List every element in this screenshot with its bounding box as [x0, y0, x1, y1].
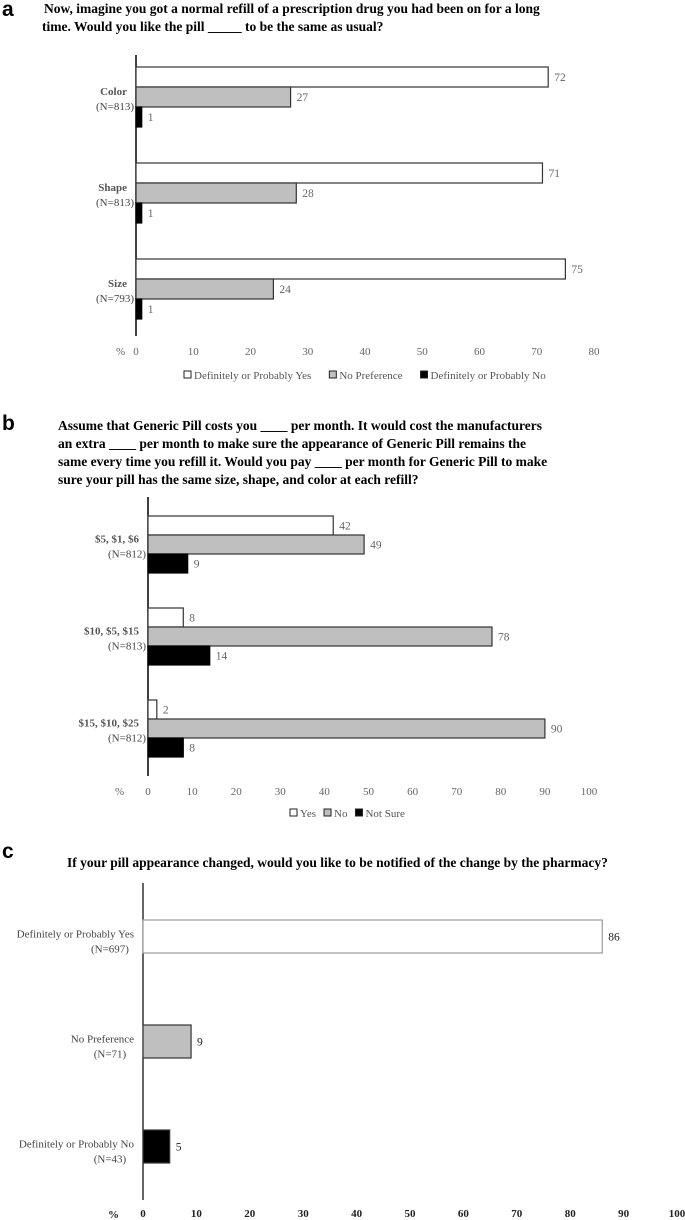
category-n-label: (N=813)	[108, 640, 146, 653]
legend-swatch	[184, 371, 191, 378]
panel-c	[2, 840, 685, 1220]
x-tick-label: 30	[297, 1208, 309, 1220]
bar-definitely-or-probably-no	[136, 299, 142, 319]
x-tick-label: 0	[145, 786, 151, 798]
bar-yes	[148, 516, 333, 535]
x-tick-label: 80	[564, 1208, 576, 1220]
x-tick-label: 80	[588, 346, 600, 358]
legend-label: Yes	[300, 808, 317, 820]
x-tick-label: 30	[274, 786, 286, 798]
data-label: 8	[189, 612, 196, 625]
panel-b-legend	[290, 808, 405, 820]
legend-label: No	[334, 808, 348, 820]
x-tick-label: 30	[302, 346, 314, 358]
category-label: Color	[100, 86, 127, 98]
data-label: 42	[339, 520, 351, 533]
category-n-label: (N=813)	[96, 197, 134, 209]
bar-definitely-or-probably-yes	[136, 67, 548, 87]
x-tick-label: 40	[318, 786, 330, 798]
panel-b-title-line-2: an extra ____ per month to make sure the appearance of Generic Pill remains the	[58, 436, 526, 451]
category-label: Definitely or Probably No	[18, 1138, 134, 1151]
category-label: $15, $10, $25	[78, 717, 139, 730]
panel-c-title-line-1: If your pill appearance changed, would you like to be notified of the change by the pharmacy?	[67, 855, 608, 870]
x-tick-label: 60	[407, 786, 419, 798]
panel-a-title-line-2: time. Would you like the pill _____ to be the same as usual?	[42, 19, 384, 34]
bar-no-preference	[136, 87, 291, 107]
category-n-label: (N=812)	[108, 548, 146, 561]
bar-no	[148, 535, 364, 554]
data-label: 1	[147, 208, 154, 220]
bar-definitely-or-probably-no	[136, 107, 142, 127]
category-n-label: (N=812)	[108, 732, 146, 745]
x-tick-label: 100	[668, 1208, 685, 1220]
x-tick-label: 60	[474, 346, 485, 358]
x-tick-label: 60	[457, 1208, 469, 1220]
data-label: 71	[548, 168, 560, 180]
bar-definitely-or-probably-yes	[136, 163, 542, 183]
data-label: 9	[197, 1036, 203, 1049]
x-tick-label: 90	[618, 1208, 630, 1220]
data-label: 9	[193, 558, 200, 571]
data-label: 72	[554, 72, 566, 84]
data-label: 14	[215, 650, 228, 663]
category-label: Shape	[98, 182, 127, 194]
legend-swatch	[329, 371, 336, 378]
data-label: 24	[279, 284, 291, 296]
category-n-label: (N=793)	[96, 293, 134, 305]
x-tick-label: 0	[140, 1208, 146, 1220]
bar-not-sure	[148, 646, 210, 665]
bar-not-sure	[148, 738, 183, 757]
x-tick-label: 70	[531, 346, 543, 358]
bar-yes	[148, 608, 183, 627]
x-tick-label: 10	[186, 786, 198, 798]
panel-b-title-line-3: same every time you refill it. Would you pay ____ per month for Generic Pill to make	[58, 454, 548, 469]
data-label: 5	[175, 1141, 182, 1154]
data-label: 2	[162, 704, 169, 717]
panel-a-title-line-1: Now, imagine you got a normal refill of a prescription drug you had been on for a long	[44, 1, 540, 16]
bar-not-sure	[148, 554, 188, 573]
category-n-label: (N=697)	[91, 943, 129, 956]
x-tick-label: 10	[190, 1208, 202, 1220]
data-label: 86	[608, 931, 620, 944]
x-tick-label: 50	[416, 346, 428, 358]
x-tick-label: 70	[511, 1208, 523, 1220]
category-label: Definitely or Probably Yes	[16, 928, 134, 941]
bar-no-preference	[136, 183, 296, 203]
bar-no-preference	[136, 279, 273, 299]
category-n-label: (N=813)	[96, 101, 134, 113]
panel-b-xlabel: %	[115, 786, 125, 798]
data-label: 49	[370, 539, 382, 552]
legend-label: No Preference	[339, 370, 403, 382]
panel-b-plot	[79, 497, 563, 776]
data-label: 75	[571, 264, 583, 276]
x-tick-label: 100	[580, 786, 598, 798]
panel-a	[2, 0, 600, 382]
x-tick-label: 0	[133, 346, 139, 358]
data-label: 8	[189, 742, 196, 755]
legend-swatch	[355, 809, 362, 816]
panel-b	[2, 412, 598, 820]
panel-a-plot	[96, 55, 583, 336]
data-label: 28	[302, 188, 314, 200]
bar-no	[148, 627, 492, 646]
bar-no-preference	[143, 1025, 191, 1058]
x-tick-label: 20	[244, 1208, 256, 1220]
data-label: 90	[550, 723, 563, 736]
category-n-label: (N=43)	[93, 1153, 127, 1166]
category-n-label: (N=71)	[93, 1048, 127, 1061]
bar-definitely-or-probably-no	[143, 1130, 170, 1163]
panel-b-title-line-4: sure your pill has the same size, shape, and color at each refill?	[58, 472, 419, 487]
bar-definitely-or-probably-yes	[136, 259, 565, 279]
panel-a-xticks	[133, 346, 600, 358]
data-label: 1	[147, 112, 154, 124]
x-tick-label: 80	[495, 786, 507, 798]
category-label: $10, $5, $15	[84, 625, 139, 638]
category-label: $5, $1, $6	[95, 533, 139, 546]
panel-b-title-line-1: Assume that Generic Pill costs you ____ per month. It would cost the manufacturers	[58, 418, 542, 433]
x-tick-label: 40	[351, 1208, 363, 1220]
panel-a-label: a	[2, 0, 14, 21]
x-tick-label: 90	[539, 786, 551, 798]
x-tick-label: 20	[230, 786, 242, 798]
legend-label: Not Sure	[365, 808, 405, 820]
panel-c-label: c	[2, 840, 14, 863]
legend-swatch	[324, 809, 331, 816]
panel-c-xlabel: %	[108, 1209, 119, 1220]
category-label: Size	[108, 278, 127, 290]
x-tick-label: 70	[451, 786, 463, 798]
x-tick-label: 40	[359, 346, 371, 358]
panel-b-label: b	[2, 412, 15, 435]
x-tick-label: 10	[187, 346, 199, 358]
x-tick-label: 20	[245, 346, 256, 358]
legend-label: Definitely or Probably Yes	[194, 370, 312, 382]
legend-label: Definitely or Probably No	[430, 370, 546, 382]
bar-definitely-or-probably-yes	[143, 920, 602, 953]
bar-no	[148, 719, 545, 738]
data-label: 27	[296, 92, 309, 104]
category-label: No Preference	[70, 1033, 134, 1046]
data-label: 1	[147, 304, 154, 316]
legend-swatch	[290, 809, 297, 816]
x-tick-label: 50	[404, 1208, 416, 1220]
bar-definitely-or-probably-no	[136, 203, 142, 223]
panel-a-legend	[184, 370, 546, 382]
data-label: 78	[497, 631, 510, 644]
panel-a-xlabel: %	[116, 346, 126, 358]
panel-c-plot	[17, 883, 620, 1200]
legend-swatch	[421, 371, 428, 378]
panel-b-xticks	[145, 786, 598, 798]
x-tick-label: 50	[363, 786, 374, 798]
panel-c-xticks	[140, 1208, 685, 1220]
bar-yes	[148, 700, 157, 719]
